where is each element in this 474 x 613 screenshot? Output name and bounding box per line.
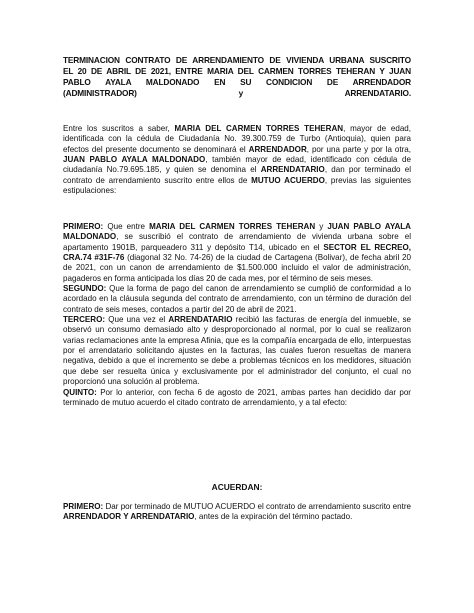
title-line: TERMINACION CONTRATO DE ARRENDAMIENTO DE VIVIENDA URBANA SUSCRITO [63,55,411,65]
clause-label: QUINTO: [63,387,97,397]
property-address: SECTOR EL RECREO, CRA.74 #31F-76 [63,242,411,263]
clause-quinto [63,388,411,409]
clause-text: Que una vez el [105,315,169,325]
role-term: ARRENDADOR [248,144,307,154]
clause-text: y [315,222,328,231]
title-line: PABLO AYALA MALDONADO EN SU CONDICION DE ARRENDADOR [63,77,411,87]
intro-text: , dan por terminado el contrato de arrendamiento suscrito entre ellos de [63,165,412,185]
document-title [63,55,411,99]
clause-text: , antes de la expiración del término pactado. [194,512,353,522]
clause-label: PRIMERO: [63,222,104,231]
party-name: JUAN PABLO AYALA MALDONADO [63,155,206,165]
acuerdan-heading: ACUERDAN: [211,482,263,492]
clause-text: , se suscribió el contrato de arrendamiento de vivienda urbana sobre el apartamento 1901B, parqueadero 311 y depósito T14, ubicado en el [63,232,411,252]
clause-primero [63,222,411,284]
intro-text: , mayor de edad, identificada con la cédula de Ciudadanía No. 39.300.759 de Turbo (Antioquia), quien para efectos del presente documento se denominará el [63,124,412,154]
clause-tercero [63,315,411,387]
role-term: ARRENDADOR Y ARRENDATARIO [63,512,195,522]
clause-text: Que la forma de pago del canon de arrendamiento se cumplió de conformidad a lo acordado en la cláusula segunda del contrato de arrendamiento, con un término de duración del contrato de seis meses, contados a partir del 20 de abril de 2021. [63,284,411,314]
agreement-term: MUTUO ACUERDO [251,175,325,185]
clause-text: Por lo anterior, con fecha 6 de agosto de 2021, ambas partes han decidido dar por terminado de mutuo acuerdo el citado contrato de arrendamiento, y a tal efecto: [63,387,411,407]
clause-segundo [63,284,411,315]
stipulations [63,222,411,408]
clause-label: TERCERO: [63,315,106,325]
intro-text: , por una parte y por la otra, [306,144,411,154]
title-line: EL 20 DE ABRIL DE 2021, ENTRE MARIA DEL CARMEN TORRES TEHERAN Y JUAN [63,66,411,76]
intro-paragraph [63,124,411,196]
party-name: MARIA DEL CARMEN TORRES TEHERAN [149,222,316,231]
clause-text: Que entre [103,222,150,231]
clause-label: PRIMERO: [63,502,104,511]
clause-text: Dar por terminado de MUTUO ACUERDO el contrato de arrendamiento suscrito entre [103,502,411,511]
intro-text: Entre los suscritos a saber, [63,124,175,133]
clause-text: (diagonal 32 No. 74-26) de la ciudad de Cartagena (Bolivar), de fecha abril 20 de 2021, con un canon de arrendamiento de $1.500.000 incluido el valor de administración, pagaderos en forma anticipada los días 20 de cada mes, por el término de seis meses. [63,253,411,283]
intro-text: , también mayor de edad, identificado con cédula de ciudadanía No.79.695.185, y quien se denomina el [63,155,411,175]
title-line: (ADMINISTRADOR) y ARRENDATARIO. [63,88,411,98]
party-name: MARIA DEL CARMEN TORRES TEHERAN [174,124,344,133]
agreement-clause [63,502,411,523]
clause-label: SEGUNDO: [63,284,107,294]
role-term: ARRENDATARIO [168,315,233,325]
role-term: ARRENDATARIO [260,165,325,175]
clause-text: recibió las facturas de energía del inmueble, se observó un consumo demasiado alto y desproporcionado al normal, por lo cual se realizaron varias reclamaciones ante la empresa Afinia, que es la compañía encargada de ello, interpuestas por el arrendatario solicitando ajustes en la facturas, las cuales fueron resueltas de manera negativa, debido a que el incremento se debe a problemas técnicos en los medidores, situación que debe ser resuelta única y exclusivamente por el administrador del conjunto, el cual no proporcionó una solución al problema. [63,315,411,387]
party-name: JUAN PABLO AYALA MALDONADO [63,222,411,242]
intro-text: , previas las siguientes estipulaciones: [63,175,412,196]
